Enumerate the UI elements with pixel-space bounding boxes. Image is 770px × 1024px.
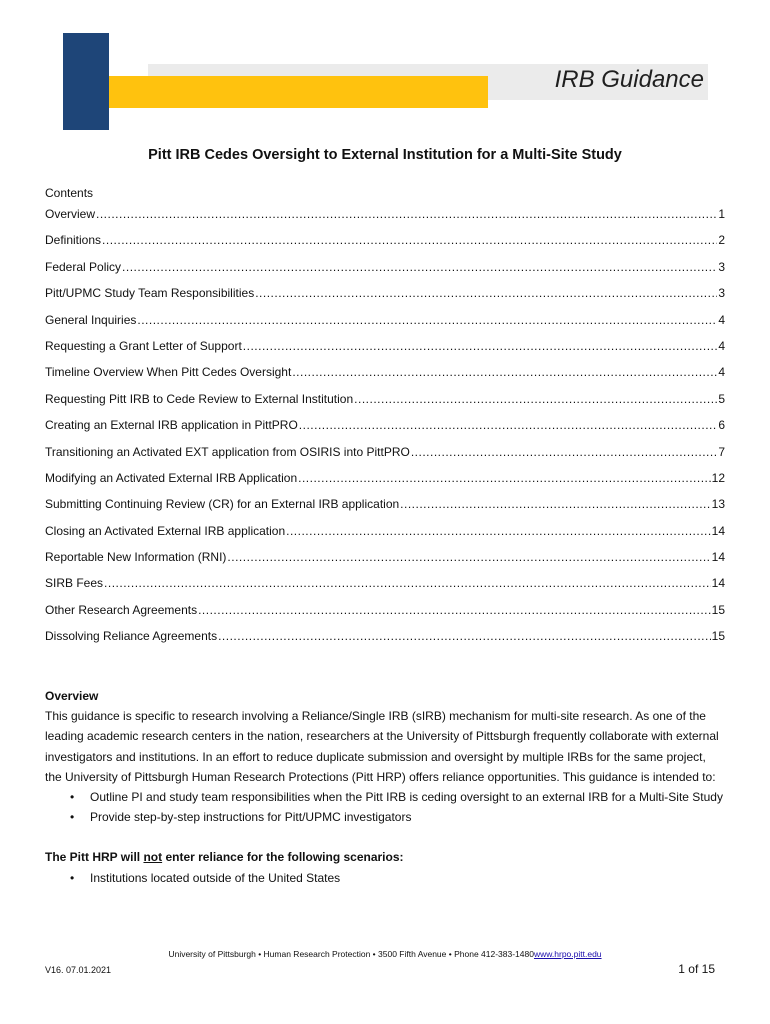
toc-leader xyxy=(102,227,717,253)
toc-entry-label: Pitt/UPMC Study Team Responsibilities xyxy=(45,286,255,301)
toc-entry-label: Timeline Overview When Pitt Cedes Oversight xyxy=(45,365,292,380)
list-item: • Outline PI and study team responsibilities when the Pitt IRB is ceding oversight to an external IRB for a Multi-Site Study xyxy=(90,787,725,807)
page-number: 1 of 15 xyxy=(678,962,715,976)
toc-entry-continuing-review[interactable] xyxy=(45,491,725,517)
toc-leader xyxy=(292,359,717,385)
toc-entry-page: 2 xyxy=(718,233,725,248)
toc-entry-page: 1 xyxy=(718,207,725,221)
toc-entry-closing-application[interactable] xyxy=(45,518,725,544)
overview-section xyxy=(45,686,725,888)
toc-entry-page: 14 xyxy=(711,523,725,538)
toc-leader xyxy=(96,201,717,227)
toc-leader xyxy=(104,570,711,596)
toc-leader xyxy=(137,307,717,333)
footer-website-link[interactable]: www.hrpo.pitt.edu xyxy=(533,949,602,959)
toc-entry-page: 13 xyxy=(711,497,725,512)
toc-entry-page: 5 xyxy=(718,391,725,406)
header-gold-bar xyxy=(109,76,488,108)
toc-entry-label: Dissolving Reliance Agreements xyxy=(45,629,218,644)
header-title: IRB Guidance xyxy=(554,66,704,93)
toc-entry-transitioning-ext-application[interactable] xyxy=(45,439,725,465)
toc-leader xyxy=(400,491,710,517)
toc-entry-creating-external-application[interactable] xyxy=(45,412,725,438)
toc-entry-label: Other Research Agreements xyxy=(45,602,198,617)
toc-leader xyxy=(255,280,717,306)
scenarios-heading-post: enter reliance for the following scenarios: xyxy=(162,850,404,865)
toc-entry-definitions[interactable] xyxy=(45,227,725,253)
toc-leader xyxy=(122,254,717,280)
toc-leader xyxy=(411,439,717,465)
scenarios-bullet-list xyxy=(45,868,725,888)
document-title: Pitt IRB Cedes Oversight to External Institution for a Multi-Site Study xyxy=(148,147,622,163)
overview-heading: Overview xyxy=(45,689,99,703)
toc-entry-page: 6 xyxy=(718,418,725,433)
toc-entry-label: Definitions xyxy=(45,233,102,248)
scenarios-heading xyxy=(45,847,725,867)
toc-entry-page: 7 xyxy=(718,444,725,459)
toc-entry-label: Requesting a Grant Letter of Support xyxy=(45,338,242,353)
toc-entry-requesting-cede-review[interactable] xyxy=(45,386,725,412)
toc-entry-label: Modifying an Activated External IRB Application xyxy=(45,470,298,485)
scenarios-heading-pre: The Pitt HRP will xyxy=(45,850,144,865)
toc-entry-page: 3 xyxy=(718,286,725,301)
toc-entry-label: Reportable New Information (RNI) xyxy=(45,550,227,565)
toc-entry-page: 4 xyxy=(718,312,725,327)
toc-leader xyxy=(354,386,717,412)
toc-entry-study-team-responsibilities[interactable] xyxy=(45,280,725,306)
toc-leader xyxy=(298,465,711,491)
toc-entry-page: 15 xyxy=(711,602,725,617)
toc-entry-page: 12 xyxy=(711,470,725,485)
scenarios-heading-emphasis: not xyxy=(143,850,163,865)
toc-entry-page: 4 xyxy=(718,338,725,353)
toc-entry-label: Submitting Continuing Review (CR) for an External IRB application xyxy=(45,497,400,512)
toc-entry-label: SIRB Fees xyxy=(45,576,104,591)
toc-entry-sirb-fees[interactable] xyxy=(45,570,725,596)
toc-entry-modifying-application[interactable] xyxy=(45,465,725,491)
footer-address xyxy=(0,949,770,959)
toc-entry-label: Closing an Activated External IRB application xyxy=(45,523,286,538)
toc-entry-overview[interactable] xyxy=(45,201,725,227)
toc-leader xyxy=(227,544,710,570)
toc-entry-page: 15 xyxy=(711,629,725,644)
header-blue-bar xyxy=(63,33,109,130)
toc-leader xyxy=(218,623,711,649)
toc-entry-federal-policy[interactable] xyxy=(45,254,725,280)
overview-bullet-list xyxy=(45,787,725,827)
toc-entry-page: 3 xyxy=(718,259,725,274)
toc-entry-label: General Inquiries xyxy=(45,312,137,327)
toc-heading: Contents xyxy=(45,186,94,200)
toc-entry-other-agreements[interactable] xyxy=(45,597,725,623)
toc-entry-page: 4 xyxy=(718,365,725,380)
toc-entry-label: Transitioning an Activated EXT application from OSIRIS into PittPRO xyxy=(45,444,410,459)
toc-leader xyxy=(243,333,718,359)
toc-entry-page: 14 xyxy=(711,576,725,591)
toc-entry-grant-letter[interactable] xyxy=(45,333,725,359)
list-item: • Provide step-by-step instructions for Pitt/UPMC investigators xyxy=(90,807,725,827)
table-of-contents xyxy=(45,201,725,650)
toc-entry-dissolving-agreements[interactable] xyxy=(45,623,725,649)
toc-entry-general-inquiries[interactable] xyxy=(45,307,725,333)
toc-entry-label: Creating an External IRB application in PittPRO xyxy=(45,418,298,433)
toc-entry-rni[interactable] xyxy=(45,544,725,570)
toc-entry-page: 14 xyxy=(711,550,725,565)
toc-entry-label: Overview xyxy=(45,207,96,221)
toc-entry-label: Requesting Pitt IRB to Cede Review to External Institution xyxy=(45,391,354,406)
toc-entry-label: Federal Policy xyxy=(45,259,122,274)
toc-entry-timeline-overview[interactable] xyxy=(45,359,725,385)
toc-leader xyxy=(299,412,718,438)
toc-leader xyxy=(286,518,711,544)
footer-address-text: University of Pittsburgh • Human Research Protection • 3500 Fifth Avenue • Phone 412-383-1480 xyxy=(168,949,534,959)
footer-version: V16. 07.01.2021 xyxy=(45,965,112,975)
toc-leader xyxy=(198,597,711,623)
overview-paragraph: This guidance is specific to research involving a Reliance/Single IRB (sIRB) mechanism for multi-site research. As one of the leading academic research centers in the nation, researchers at the University of Pittsburgh frequently collaborate with external investigators and institutions. In an effort to reduce duplicate submission and oversight by multiple IRBs for the same project, the University of Pittsburgh Human Research Protections (Pitt HRP) offers reliance opportunities. This guidance is intended to: xyxy=(45,709,719,784)
list-item: • Institutions located outside of the United States xyxy=(90,868,725,888)
